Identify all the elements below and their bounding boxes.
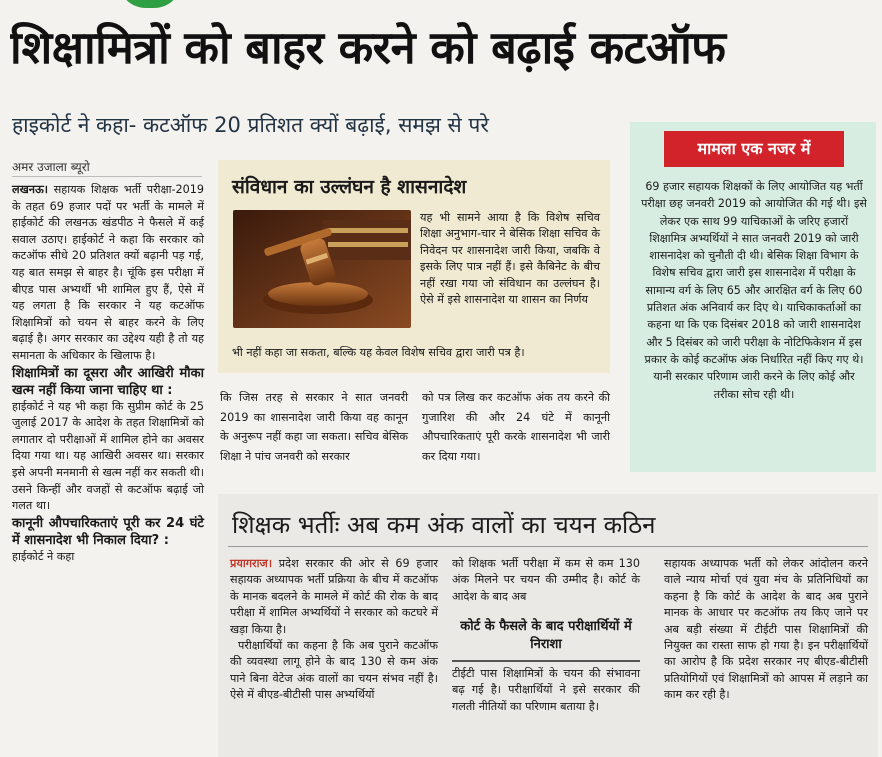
left-subhead-1: शिक्षामित्रों का दूसरा और आखिरी मौका खत्म नहीं किया जाना चाहिए था : [12,365,204,398]
recruitment-col1-para-b: परीक्षार्थियों का कहना है कि अब पुराने कटऑफ की व्यवस्था लागू होने के बाद 130 से कम अंक पाने बिना वेटेज अंक वालों का चयन संभव नहीं है। ऐसे में बीएड-बीटीसी पास अभ्यर्थियों [230,639,438,702]
recruitment-subhead-rule [452,660,640,662]
summary-badge: मामला एक नजर में [664,131,844,167]
byline-rule [12,176,202,177]
middle-column-1: कि जिस तरह से सरकार ने सात जनवरी 2019 का शासनादेश जारी किया वह कानून के अनुरूप नहीं कहा जा सकता। सचिव बेसिक शिक्षा ने पांच जनवरी को सरकार [220,391,408,463]
recruitment-column-3: सहायक अध्यापक भर्ती को लेकर आंदोलन करने वाले न्याय मोर्चा एवं युवा मंच के प्रतिनिधियों का कहना है कि कोर्ट के आदेश के बाद अब पुराने मानक के आधार पर कटऑफ तय किए जाने पर अब बड़ी संख्या में टीईटी पास शिक्षामित्रों की नियुक्त का रास्ता साफ हो गया है। इन परीक्षार्थियों का आरोप है कि प्रदेश सरकार नए बीएड-बीटीसी प्रतियोगियों एवं शिक्षामित्रों को आपस में लड़ाने का काम कर रही है। [664,557,868,702]
left-para-1: सहायक शिक्षक भर्ती परीक्षा-2019 के तहत 69 हजार पदों पर भर्ती के मामले में हाईकोर्ट की लखनऊ खंडपीठ ने फैसले में कई सवाल उठाए। हाईकोर्ट ने कहा कि सरकार को कटऑफ सीधे 20 प्रतिशत क्यों बढ़ानी पड़ गई, यह बात समझ से बाहर है। चूंकि इस परीक्षा में बीएड पास अभ्यर्थी भी शामिल हुए हैं, ऐसे में यह लगता है कि सरकार ने यह कटऑफ शिक्षामित्रों को चयन से बाहर करने के लिए बढ़ाई है। अगर सरकार का उद्देश्य यही है तो यह समानता के अधिकार के खिलाफ है। [12,183,204,362]
recruitment-column-2-bottom: टीईटी पास शिक्षामित्रों के चयन की संभावना बढ़ गई है। परीक्षार्थियों ने इसे सरकार की गलती नीतियों का परिणाम बताया है। [452,667,640,713]
recruitment-column-1 [230,556,438,704]
headline: शिक्षामित्रों को बाहर करने को बढ़ाई कटऑफ [10,21,726,74]
constitution-text-full: भी नहीं कहा जा सकता, बल्कि यह केवल विशेष सचिव द्वारा जारी पत्र है। [232,346,525,359]
left-para-3: हाईकोर्ट ने कहा [12,549,75,563]
recruitment-column-2-top: को शिक्षक भर्ती परीक्षा में कम से कम 130 अंक मिलने पर चयन की उम्मीद है। कोर्ट के आदेश के बाद अब [452,557,640,603]
recruitment-col1-para: प्रदेश सरकार की ओर से 69 हजार सहायक अध्यापक भर्ती प्रक्रिया के बीच में कटऑफ के मानक बदलने के मामले में कोर्ट की रोक के बाद परीक्षा में शामिल अभ्यर्थियों ने सरकार को कटघरे में खड़ा किया है। [230,557,438,636]
subheadline: हाइकोर्ट ने कहा- कटऑफ 20 प्रतिशत क्यों बढ़ाई, समझ से परे [12,113,489,137]
left-para-2: हाईकोर्ट ने यह भी कहा कि सुप्रीम कोर्ट के 25 जुलाई 2017 के आदेश के तहत शिक्षामित्रों को लगातार दो परीक्षाओं में शामिल होने का अवसर दिया गया था। यह आखिरी अवसर था। सरकार इसे अपनी मनमानी से खत्म नहीं कर सकती थी। उसने किन्हीं और वजहों से कटऑफ बढ़ाई जो गलत था। [12,399,204,513]
left-subhead-2: कानूनी औपचारिकताएं पूरी कर 24 घंटे में शासनादेश भी निकाल दिया? : [12,515,204,548]
gavel-illustration [233,210,411,328]
middle-column-2: को पत्र लिख कर कटऑफ अंक तय करने की गुजारिश की और 24 घंटे में कानूनी औपचारिकताएं पूरी करके शासनादेश भी जारी कर दिया गया। [422,391,610,463]
constitution-box-title: संविधान का उल्लंघन है शासनादेश [232,176,467,198]
recruitment-dateline: प्रयागराज। [230,557,273,570]
summary-text: 69 हजार सहायक शिक्षकों के लिए आयोजित यह भर्ती परीक्षा छह जनवरी 2019 को आयोजित की गई थी। इसे लेकर एक साथ 99 याचिकाओं के जरिए हजारों शिक्षामित्र अभ्यर्थियों ने सात जनवरी 2019 को जारी शासनादेश को चुनौती दी थी। बेसिक शिक्षा विभाग के विशेष सचिव द्वारा जारी इस शासनादेश में परीक्षा के सामान्य वर्ग के लिए 65 और आरक्षित वर्ग के लिए 60 प्रतिशत अंक अनिवार्य कर दिए थे। याचिकाकर्ताओं का कहना था कि एक दिसंबर 2018 को जारी शासनादेश और 5 दिसंबर को जारी परीक्षा के नोटिफिकेशन में इस प्रकार के कोई कटऑफ अंक निर्धारित नहीं किए गए थे। यानी सरकार परिणाम जारी करने के लिए कोई और तरीका सोच रही थी। [641,180,867,401]
gavel-image [233,210,411,328]
byline: अमर उजाला ब्यूरो [12,160,90,174]
logo-fragment [118,0,182,8]
recruitment-subhead: कोर्ट के फैसले के बाद परीक्षार्थियों में निराशा [460,619,632,652]
constitution-text-right: यह भी सामने आया है कि विशेष सचिव शिक्षा अनुभाग-चार ने बेसिक शिक्षा सचिव के निवेदन पर शासनादेश जारी किया, जबकि वे इसके लिए पात्र नहीं हैं। इसे कैबिनेट के बीच नहीं रखा गया जो संविधान का उल्लंघन है। ऐसे में इसे शासनादेश या शासन का निर्णय [420,211,600,307]
dateline: लखनऊ। [12,183,48,196]
recruitment-box-title: शिक्षक भर्तीः अब कम अंक वालों का चयन कठिन [232,511,656,539]
recruitment-title-rule [228,546,868,547]
left-column [12,182,204,565]
